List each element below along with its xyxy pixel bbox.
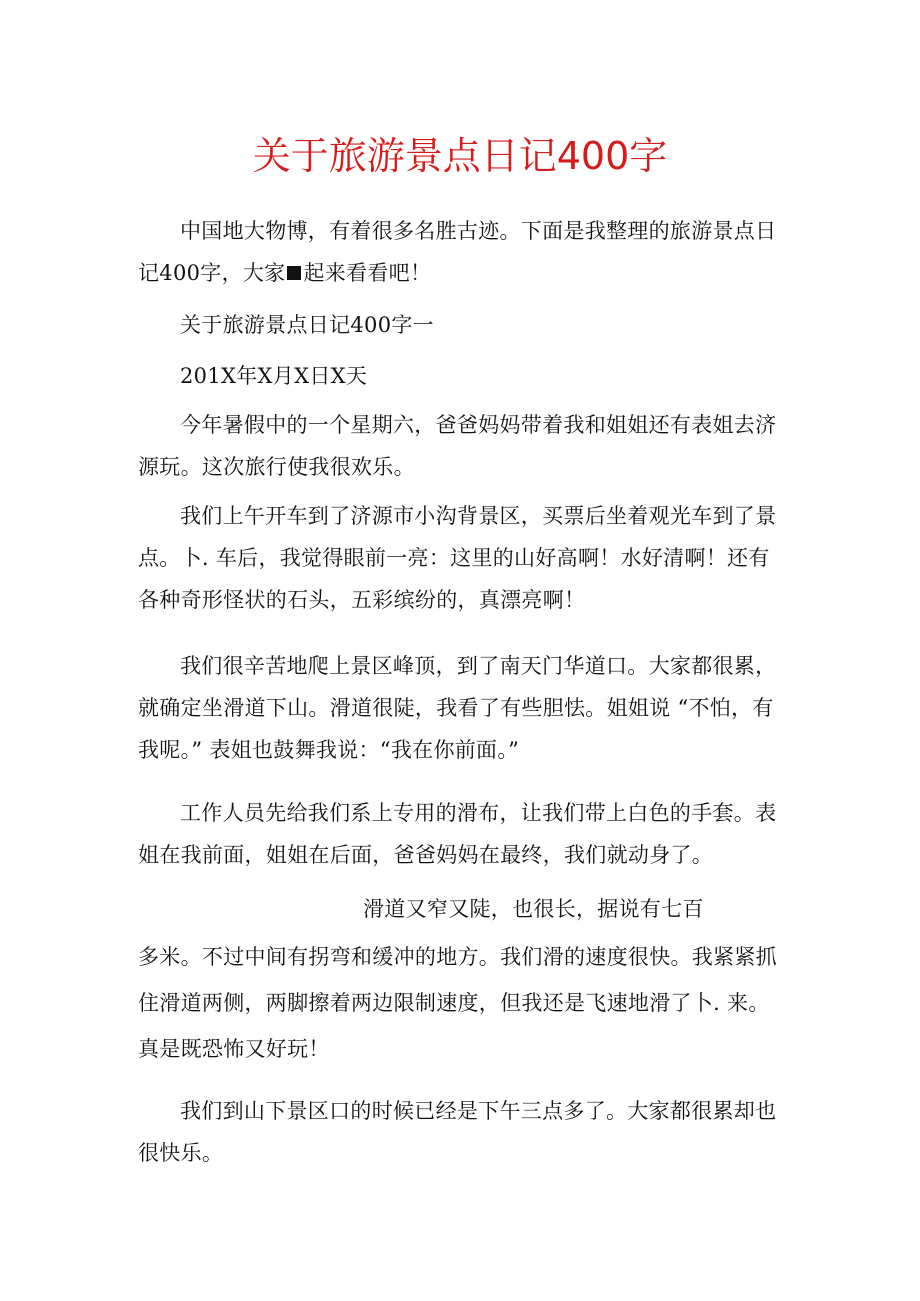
diary-date: 201X年X月X日X天 <box>180 364 368 388</box>
intro-text: 中国地大物博，有着很多名胜古迹。下面是我整理的旅游景点日记400字，大家 <box>138 219 777 285</box>
intro-paragraph <box>138 210 788 294</box>
intro-tail-text: 起来看看吧！ <box>303 261 432 285</box>
diary-subtitle: 关于旅游景点日记400字一 <box>180 313 434 337</box>
paragraph-4: 工作人员先给我们系上专用的滑布，让我们带上白色的手套。表姐在我前面，姐姐在后面，爸爸妈妈在最终，我们就动身了。 <box>138 801 777 867</box>
paragraph-1: 今年暑假中的一个星期六，爸爸妈妈带着我和姐姐还有表姐去济源玩。这次旅行使我很欢乐。 <box>138 413 777 479</box>
paragraph-6: 我们到山下景区口的时候已经是下午三点多了。大家都很累却也很快乐。 <box>138 1099 777 1165</box>
paragraph-5-rest: 多米。不过中间有拐弯和缓冲的地方。我们滑的速度很快。我紧紧抓住滑道两侧，两脚擦着两边限制速度，但我还是飞速地滑了卜. 来。真是既恐怖又好玩！ <box>138 945 777 1061</box>
paragraph-2: 我们上午开车到了济源市小沟背景区，买票后坐着观光车到了景点。卜. 车后，我觉得眼前一亮：这里的山好高啊！水好清啊！还有各种奇形怪状的石头，五彩缤纷的，真漂亮啊！ <box>138 504 777 612</box>
paragraph-3: 我们很辛苦地爬上景区峰顶，到了南天门华道口。大家都很累，就确定坐滑道下山。滑道很陡，我看了有些胆怯。姐姐说 “不怕，有我呢。” 表姐也鼓舞我说：“我在你前面。” <box>138 654 777 762</box>
document-title: 关于旅游景点日记400字 <box>252 134 668 178</box>
redacted-block-mark <box>287 266 301 280</box>
paragraph-5-first-line: 滑道又窄又陡，也很长，据说有七百 <box>363 897 704 921</box>
